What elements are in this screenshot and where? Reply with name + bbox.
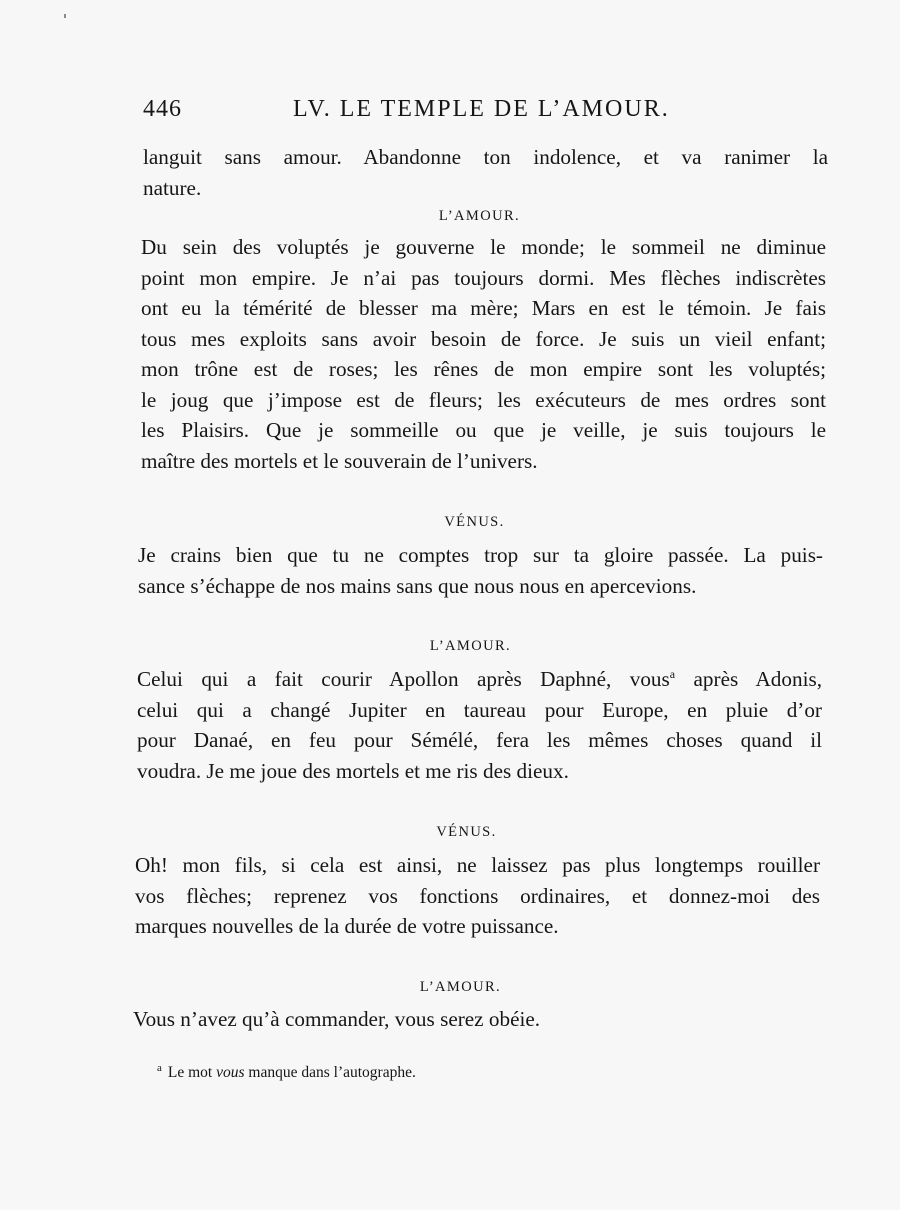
text-line: Du sein des voluptés je gouverne le monde; le sommeil ne diminue [141,235,826,259]
text-line: mon trône est de roses; les rênes de mon empire sont les voluptés; [141,357,826,381]
text-line: pour Danaé, en feu pour Sémélé, fera les mêmes choses quand il [137,728,822,752]
text-line-with-footnote [137,664,822,695]
running-title: LV. LE TEMPLE DE L’AMOUR. [293,96,670,122]
text-line: point mon empire. Je n’ai pas toujours dormi. Mes flèches indiscrètes [141,265,826,290]
footnote [157,1061,416,1082]
page-number: 446 [143,96,182,122]
text-line: Oh! mon fils, si cela est ainsi, ne laissez pas plus longtemps rouiller [135,853,820,877]
speech-paragraph-amour-3 [133,1004,818,1035]
speech-paragraph-venus-2 [135,850,820,942]
speaker-label-amour-1: L’AMOUR. [438,208,521,224]
speaker-label-amour-3: L’AMOUR. [419,979,502,995]
text-line: marques nouvelles de la durée de votre puissance. [135,914,559,938]
footnote-text: Le mot [167,1064,217,1081]
page-speck [64,14,66,18]
speaker-label-venus-2: VÉNUS. [436,824,497,840]
text-line: Vous n’avez qu’à commander, vous serez obéie. [133,1007,541,1031]
text-line: sance s’échappe de nos mains sans que nous nous en apercevions. [138,573,697,598]
text-line: nature. [143,175,202,200]
text-line: tous mes exploits sans avoir besoin de force. Je suis un vieil enfant; [141,326,826,351]
page-header [143,96,823,130]
text-line: voudra. Je me joue des mortels et me ris des dieux. [137,758,569,783]
speech-paragraph-venus-1 [138,540,823,601]
footnote-text: manque dans l’autographe. [244,1064,416,1081]
text-line: languit sans amour. Abandonne ton indolence, et va ranimer la [143,145,828,169]
text-segment: après Adonis, [675,667,822,691]
speaker-label-venus-1: VÉNUS. [444,514,505,530]
speech-paragraph-amour-2 [137,664,822,786]
speaker-label-amour-2: L’AMOUR. [429,638,512,654]
text-line: celui qui a changé Jupiter en taureau pour Europe, en pluie d’or [137,697,822,722]
intro-paragraph [143,142,828,203]
text-line: Je crains bien que tu ne comptes trop sur ta gloire passée. La puis- [138,543,823,567]
footnote-reference: a [669,666,676,681]
text-line: vos flèches; reprenez vos fonctions ordinaires, et donnez-moi des [135,883,820,908]
text-line: le joug que j’impose est de fleurs; les exécuteurs de mes ordres sont [141,387,826,412]
text-line: maître des mortels et le souverain de l’univers. [141,448,538,473]
text-line: les Plaisirs. Que je sommeille ou que je veille, je suis toujours le [141,418,826,442]
text-line: ont eu la témérité de blesser ma mère; Mars en est le témoin. Je fais [141,296,826,320]
footnote-italic-word: vous [216,1064,245,1081]
footnote-mark: a [157,1061,162,1074]
text-segment: Celui qui a fait courir Apollon après Daphné, vous [137,667,670,691]
speech-paragraph-amour-1 [141,232,826,476]
